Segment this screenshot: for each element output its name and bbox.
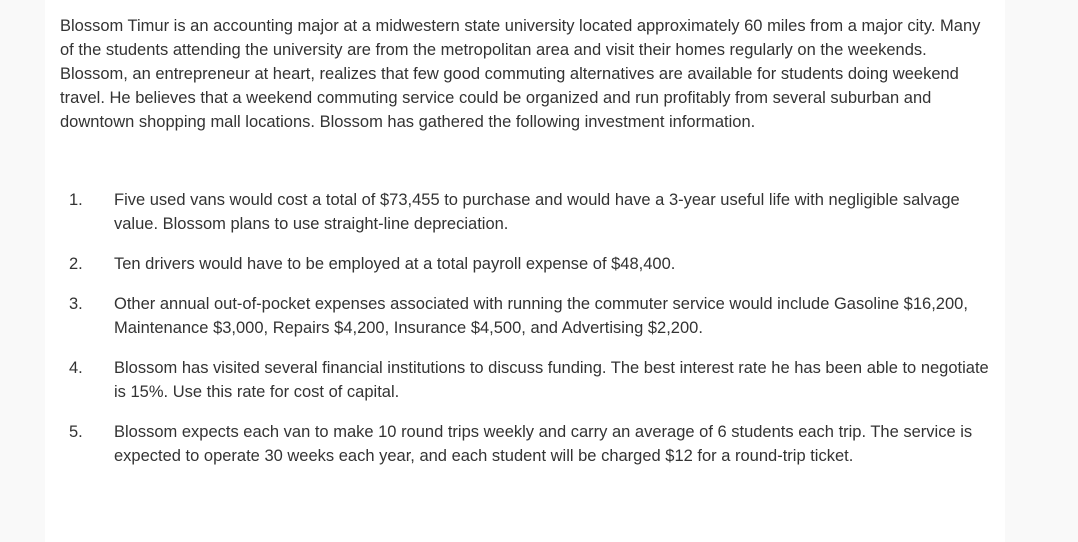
list-item-4 — [60, 356, 990, 404]
list-item-3 — [60, 292, 990, 340]
list-item-text: Blossom has visited several financial institutions to discuss funding. The best interest rate he has been able to negotiate is 15%. Use this rate for cost of capital. — [114, 359, 989, 401]
list-number: 2. — [69, 255, 83, 273]
list-number: 4. — [69, 359, 83, 377]
intro-paragraph: Blossom Timur is an accounting major at a midwestern state university located approximately 60 miles from a major city. Many of the students attending the university are from the metropolitan area and visit their homes regularly on the weekends. Blossom, an entrepreneur at heart, realizes that few good commuting alternatives are available for students doing weekend travel. He believes that a weekend commuting service could be organized and run profitably from several suburban and downtown shopping mall locations. Blossom has gathered the following investment information. — [60, 17, 981, 131]
list-item-text: Ten drivers would have to be employed at a total payroll expense of $48,400. — [114, 255, 676, 273]
list-item-text: Other annual out-of-pocket expenses associated with running the commuter service would include Gasoline $16,200, Maintenance $3,000, Repairs $4,200, Insurance $4,500, and Advertising $2,200. — [114, 295, 968, 337]
list-item-5 — [60, 420, 990, 468]
list-number: 1. — [69, 191, 83, 209]
list-number: 5. — [69, 423, 83, 441]
list-number: 3. — [69, 295, 83, 313]
list-item-text: Blossom expects each van to make 10 round trips weekly and carry an average of 6 students each trip. The service is expected to operate 30 weeks each year, and each student will be charged $12 for a round-trip ticket. — [114, 423, 973, 465]
document-page — [45, 0, 1005, 542]
list-item-1 — [60, 188, 990, 236]
list-item-2 — [60, 252, 990, 276]
list-item-text: Five used vans would cost a total of $73,455 to purchase and would have a 3-year useful life with negligible salvage value. Blossom plans to use straight-line depreciation. — [114, 191, 960, 233]
investment-info-list — [60, 188, 990, 468]
problem-content — [60, 14, 990, 465]
